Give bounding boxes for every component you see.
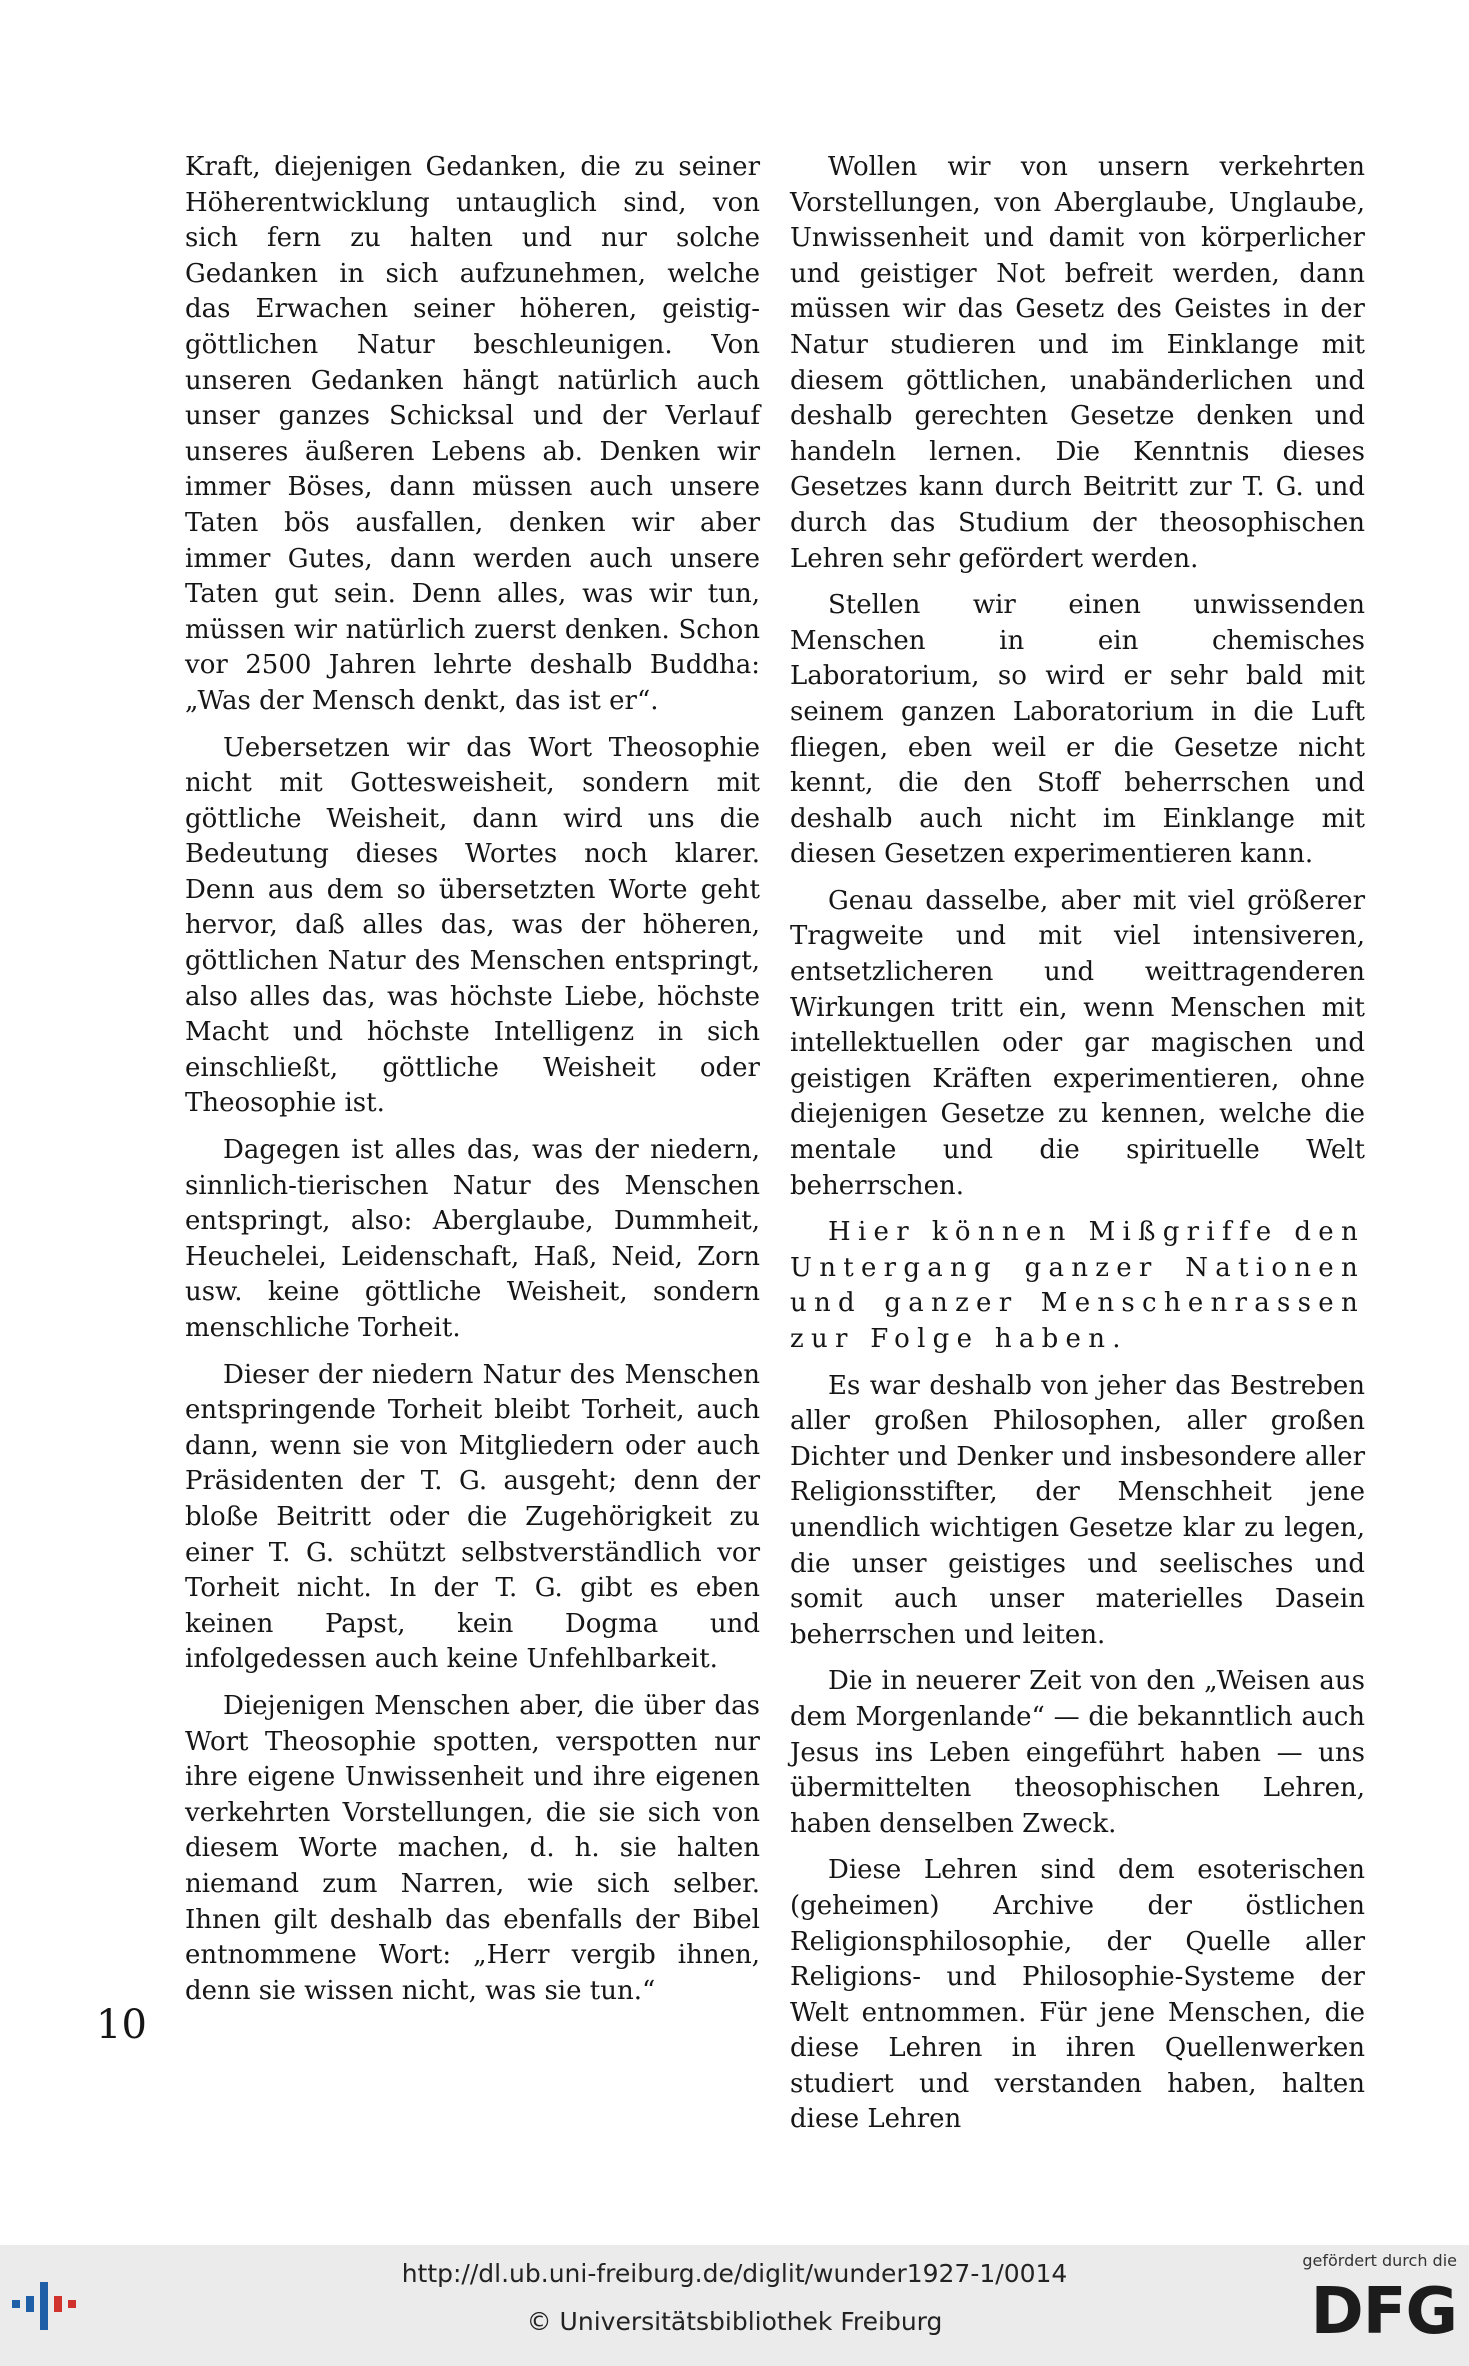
left-text-column <box>185 150 760 2020</box>
paragraph: Die in neuerer Zeit von den „Weisen aus dem Morgenlande“ — die bekanntlich auch Jesus ins Leben eingeführt haben — uns übermittelten theosophischen Lehren, haben denselben Zweck. <box>790 1666 1365 1839</box>
paragraph: Kraft, diejenigen Gedanken, die zu seiner Höherentwicklung untauglich sind, von sich fern zu halten und nur solche Gedanken in sich aufzunehmen, welche das Erwachen seiner höheren, geistig-göttlichen Natur beschleunigen. Von unseren Gedanken hängt natürlich auch unser ganzes Schicksal und der Verlauf unseres äußeren Lebens ab. Denken wir immer Böses, dann müssen auch unsere Taten bös ausfallen, denken wir aber immer Gutes, dann werden auch unsere Taten gut sein. Denn alles, was wir tun, müssen wir natürlich zuerst denken. Schon vor 2500 Jahren lehrte deshalb Buddha: „Was der Mensch denkt, das ist er“. <box>185 152 760 716</box>
paragraph: Dagegen ist alles das, was der niedern, sinnlich-tierischen Natur des Menschen entspringt, also: Aberglaube, Dummheit, Heuchelei, Leidenschaft, Haß, Neid, Zorn usw. keine göttliche Weisheit, sondern menschliche Torheit. <box>185 1135 760 1343</box>
paragraph: Genau dasselbe, aber mit viel größerer Tragweite und mit viel intensiveren, entsetzlicheren und weittragenderen Wirkungen tritt ein, wenn Menschen mit intellektuellen oder gar magischen und geistigen Kräften experimentieren, ohne diejenigen Gesetze zu kennen, welche die mentale und die spirituelle Welt beherrschen. <box>790 885 1365 1201</box>
footer-bar <box>0 2245 1469 2366</box>
paragraph: Diejenigen Menschen aber, die über das Wort Theosophie spotten, verspotten nur ihre eigene Unwissenheit und ihre eigenen verkehrten Vorstellungen, die sie sich von diesem Worte machen, d. h. sie halten niemand zum Narren, wie sich selber. Ihnen gilt deshalb das ebenfalls der Bibel entnommene Wort: „Herr vergib ihnen, denn sie wissen nicht, was sie tun.“ <box>185 1690 760 2006</box>
paragraph: Uebersetzen wir das Wort Theosophie nicht mit Gottesweisheit, sondern mit göttliche Weisheit, dann wird uns die Bedeutung dieses Wortes noch klarer. Denn aus dem so übersetzten Worte geht hervor, daß alles das, was der höheren, göttlichen Natur des Menschen entspringt, also alles das, was höchste Liebe, höchste Macht und höchste Intelligenz in sich einschließt, göttliche Weisheit oder Theosophie ist. <box>185 732 760 1119</box>
paragraph: Hier können Mißgriffe den Untergang ganzer Nationen und ganzer Menschenrassen zur Folge haben. <box>790 1217 1365 1354</box>
paragraph: Wollen wir von unsern verkehrten Vorstellungen, von Aberglaube, Unglaube, Unwissenheit und damit von körperlicher und geistiger Not befreit werden, dann müssen wir das Gesetz des Geistes in der Natur studieren und im Einklange mit diesem göttlichen, unabänderlichen und deshalb gerechten Gesetze denken und handeln lernen. Die Kenntnis dieses Gesetzes kann durch Beitritt zur T. G. und durch das Studium der theosophischen Lehren sehr gefördert werden. <box>790 152 1365 574</box>
source-url-link[interactable]: http://dl.ub.uni-freiburg.de/diglit/wunder1927-1/0014 <box>401 2259 1068 2288</box>
dfg-badge[interactable] <box>1287 2251 1457 2357</box>
copyright-text: © Universitätsbibliothek Freiburg <box>526 2307 943 2336</box>
paragraph: Es war deshalb von jeher das Bestreben aller großen Philosophen, aller großen Dichter und Denker und insbesondere aller Religionsstifter, der Menschheit jene unendlich wichtigen Gesetze klar zu legen, die unser geistiges und seelisches und somit auch unser materielles Dasein beherrschen und leiten. <box>790 1370 1365 1650</box>
dfg-logo: DFG <box>1310 2275 1457 2349</box>
paragraph: Dieser der niedern Natur des Menschen entspringende Torheit bleibt Torheit, auch dann, wenn sie von Mitgliedern oder auch Präsidenten der T. G. ausgeht; denn der bloße Beitritt oder die Zugehörigkeit zu einer T. G. schützt selbstverständlich vor Torheit nicht. In der T. G. gibt es eben keinen Papst, kein Dogma und infolgedessen auch keine Unfehlbarkeit. <box>185 1359 760 1675</box>
paragraph: Stellen wir einen unwissenden Menschen in ein chemisches Laboratorium, so wird er sehr bald mit seinem ganzen Laboratorium in die Luft fliegen, eben weil er die Gesetze nicht kennt, die den Stoff beherrschen und deshalb auch nicht im Einklange mit diesen Gesetzen experimentieren kann. <box>790 590 1365 870</box>
page-number: 10 <box>96 2002 147 2048</box>
right-text-column <box>790 150 1365 2149</box>
dfg-note: gefördert durch die <box>1302 2251 1457 2270</box>
paragraph: Diese Lehren sind dem esoterischen (geheimen) Archive der östlichen Religionsphilosophie, der Quelle aller Religions- und Philosophie-Systeme der Welt entnommen. Für jene Menschen, die diese Lehren in ihren Quellenwerken studiert und verstanden haben, halten diese Lehren <box>790 1855 1365 2135</box>
